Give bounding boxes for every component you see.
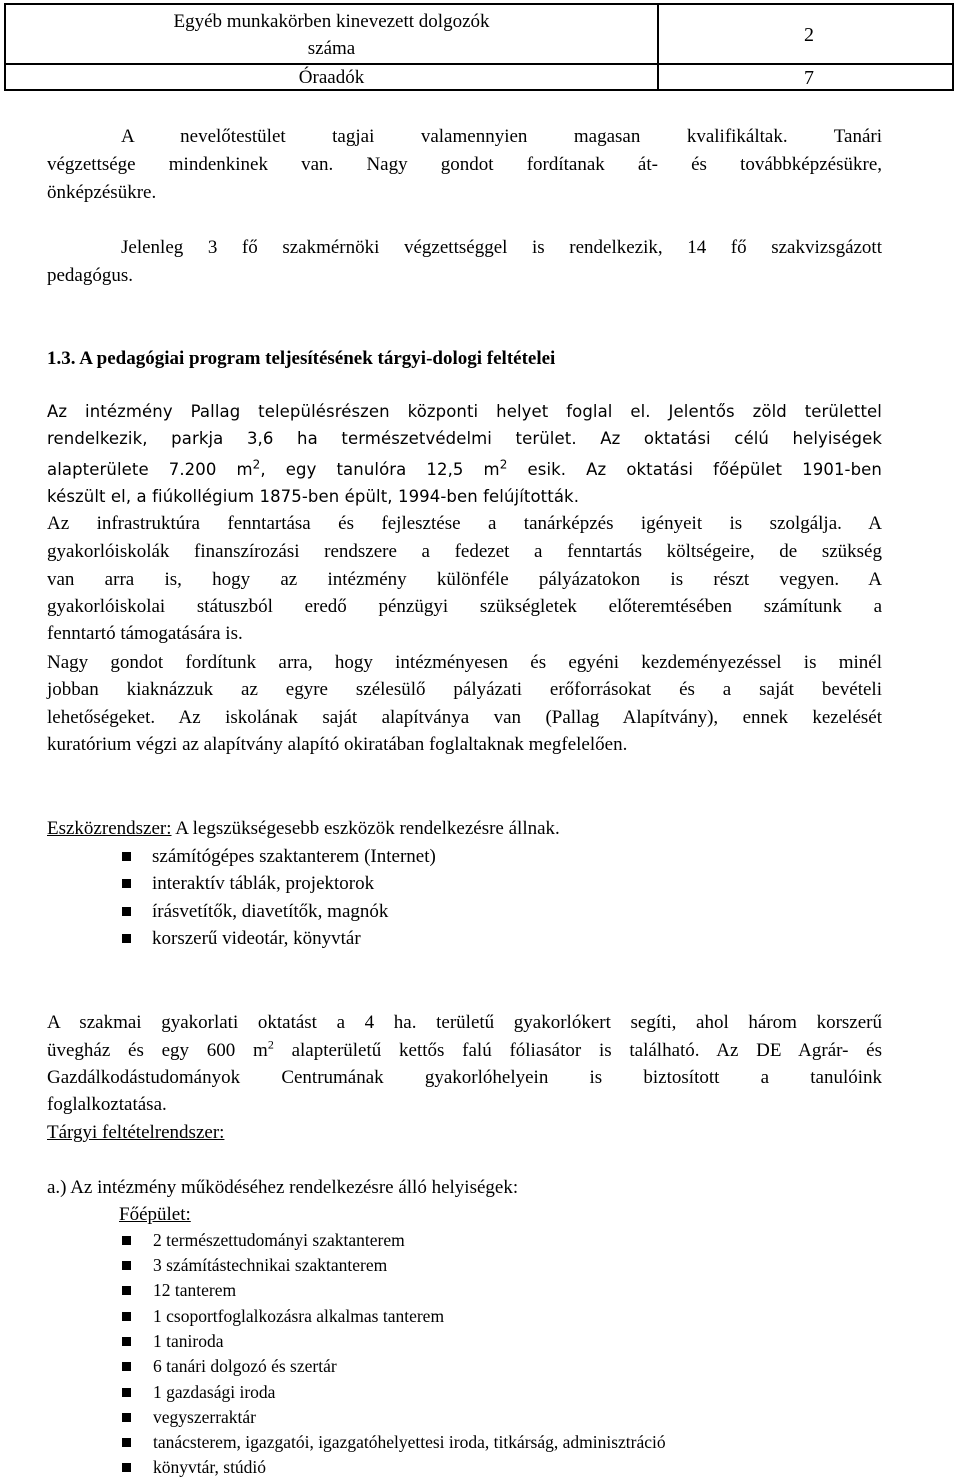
para4-line4: kuratórium végzi az alapítvány alapító okiratában foglaltaknak megfelelően. — [47, 734, 628, 755]
eszkoz-item-text: írásvetítők, diavetítők, magnók — [152, 901, 389, 922]
foepulet-item — [153, 1228, 405, 1253]
bullet-square-icon — [122, 1286, 131, 1295]
foepulet-label: Főépület: — [119, 1204, 191, 1225]
sup-m2-c: 2 — [267, 1037, 274, 1052]
para5-line2 — [47, 1037, 882, 1065]
sans-para-line2: rendelkezik, parkja 3,6 ha természetvédelmi terület. Az oktatási célú helyiségek — [47, 429, 882, 448]
eszkoz-item-text: interaktív táblák, projektorok — [152, 873, 375, 894]
para5-line3: Gazdálkodástudományok Centrumának gyakorlóhelyein is biztosított a tanulóink — [47, 1067, 882, 1088]
para4-line2: jobban kiaknázzuk az egyre szélesülő pályázati erőforrásokat és a saját bevételi — [47, 679, 882, 700]
bullet-square-icon — [122, 1362, 131, 1371]
para1-line1: A nevelőtestület tagjai valamennyien magasan kvalifikáltak. Tanári — [121, 126, 882, 147]
eszkoz-text: A legszükségesebb eszközök rendelkezésre állnak. — [171, 818, 560, 839]
eszkoz-line — [47, 815, 882, 843]
bullet-square-icon — [122, 1337, 131, 1346]
foepulet-item — [153, 1430, 666, 1455]
para5-line2-a: üvegház és egy 600 m — [47, 1040, 268, 1061]
foepulet-item — [153, 1278, 236, 1303]
sans-para-line3 — [47, 456, 882, 484]
para1-line3: önképzésükre. — [47, 182, 157, 203]
bullet-square-icon — [122, 852, 131, 861]
foepulet-item — [153, 1455, 266, 1480]
foepulet-item-text: 2 természettudományi szaktanterem — [153, 1230, 405, 1250]
sup-m2-b: 2 — [499, 457, 508, 472]
eszkoz-item-text: korszerű videotár, könyvtár — [152, 928, 361, 949]
bullet-square-icon — [122, 879, 131, 888]
eszkoz-item — [152, 870, 374, 898]
sans-para-line1: Az intézmény Pallag településrészen központi helyet foglal el. Jelentős zöld területtel — [47, 402, 882, 421]
foepulet-item — [153, 1380, 275, 1405]
bullet-square-icon — [122, 907, 131, 916]
sub-a-heading: a.) Az intézmény működéséhez rendelkezésre álló helyiségek: — [47, 1177, 519, 1198]
foepulet-item-text: 12 tanterem — [153, 1280, 237, 1300]
para3-line3: van arra is, hogy az intézmény különféle pályázatokon is részt vegyen. A — [47, 569, 882, 590]
header-value1: 2 — [659, 5, 952, 65]
para3-line2: gyakorlóiskolák finanszírozási rendszere a fedezet a fenntartás költségeire, de szükség — [47, 541, 882, 562]
bullet-square-icon — [122, 1463, 131, 1472]
bullet-square-icon — [122, 1261, 131, 1270]
eszkoz-item — [152, 898, 388, 926]
para2-line1: Jelenleg 3 fő szakmérnöki végzettséggel is rendelkezik, 14 fő szakvizsgázott — [121, 237, 882, 258]
foepulet-item-text: vegyszerraktár — [153, 1407, 256, 1427]
foepulet-item — [153, 1253, 387, 1278]
para4-line1: Nagy gondot fordítunk arra, hogy intézményesen és egyéni kezdeményezéssel is minél — [47, 652, 882, 673]
bullet-square-icon — [122, 934, 131, 943]
header-title-cell — [6, 5, 657, 65]
bullet-square-icon — [122, 1312, 131, 1321]
eszkoz-item-text: számítógépes szaktanterem (Internet) — [152, 846, 436, 867]
foepulet-item — [153, 1304, 444, 1329]
bullet-square-icon — [122, 1388, 131, 1397]
sans-para-line3-b: , egy tanulóra 12,5 m — [260, 460, 500, 479]
para3-line4: gyakorlóiskolai státuszból eredő pénzügyi szükségletek előteremtésében számítunk a — [47, 596, 882, 617]
sans-para-line3-a: alapterülete 7.200 m — [47, 460, 253, 479]
para3-line5: fenntartó támogatására is. — [47, 623, 243, 644]
para2-line2: pedagógus. — [47, 265, 134, 286]
para3-line1: Az infrastruktúra fenntartása és fejlesztése a tanárképzés igényeit is szolgálja. A — [47, 513, 882, 534]
header-title-line2: száma — [307, 38, 356, 59]
para5-line2-b: alapterületű kettős falú fóliasátor is található. Az DE Agrár- és — [273, 1040, 882, 1061]
targyi-heading: Tárgyi feltételrendszer: — [47, 1122, 225, 1143]
para5-line1: A szakmai gyakorlati oktatást a 4 ha. területű gyakorlókert segíti, ahol három korszerű — [47, 1012, 882, 1033]
para5-line4: foglalkoztatása. — [47, 1094, 167, 1115]
sans-para-line4: készült el, a fiúkollégium 1875-ben épült, 1994-ben felújították. — [47, 487, 580, 506]
foepulet-item-text: 3 számítástechnikai szaktanterem — [153, 1255, 388, 1275]
foepulet-item — [153, 1329, 223, 1354]
bullet-square-icon — [122, 1438, 131, 1447]
foepulet-item-text: 1 taniroda — [153, 1331, 224, 1351]
para1-line2: végzettsége mindenkinek van. Nagy gondot fordítanak át- és továbbképzésükre, — [47, 154, 882, 175]
header-table — [4, 3, 954, 91]
bullet-square-icon — [122, 1413, 131, 1422]
foepulet-item-text: 1 csoportfoglalkozásra alkalmas tanterem — [153, 1306, 445, 1326]
bullet-square-icon — [122, 1236, 131, 1245]
header-value2: 7 — [804, 67, 814, 89]
eszkoz-item — [152, 925, 361, 953]
eszkoz-item — [152, 843, 436, 871]
sup-m2-a: 2 — [252, 457, 261, 472]
header-label2: Óraadók — [298, 67, 365, 88]
foepulet-item-text: 6 tanári dolgozó és szertár — [153, 1356, 337, 1376]
foepulet-item-text: könyvtár, stúdió — [153, 1457, 267, 1477]
foepulet-item — [153, 1354, 337, 1379]
sans-para-line3-c: esik. Az oktatási főépület 1901-ben — [507, 460, 882, 479]
foepulet-item-text: 1 gazdasági iroda — [153, 1382, 276, 1402]
para4-line3: lehetőségeket. Az iskolának saját alapítványa van (Pallag Alapítvány), ennek kezelését — [47, 707, 882, 728]
eszkoz-label: Eszközrendszer: — [47, 818, 172, 839]
foepulet-item-text: tanácsterem, igazgatói, igazgatóhelyettesi iroda, titkárság, adminisztráció — [153, 1432, 666, 1452]
header-title-line1: Egyéb munkakörben kinevezett dolgozók — [173, 11, 490, 32]
section-heading: 1.3. A pedagógiai program teljesítésének tárgyi-dologi feltételei — [47, 348, 556, 369]
foepulet-item — [153, 1405, 256, 1430]
header-left — [6, 5, 659, 89]
